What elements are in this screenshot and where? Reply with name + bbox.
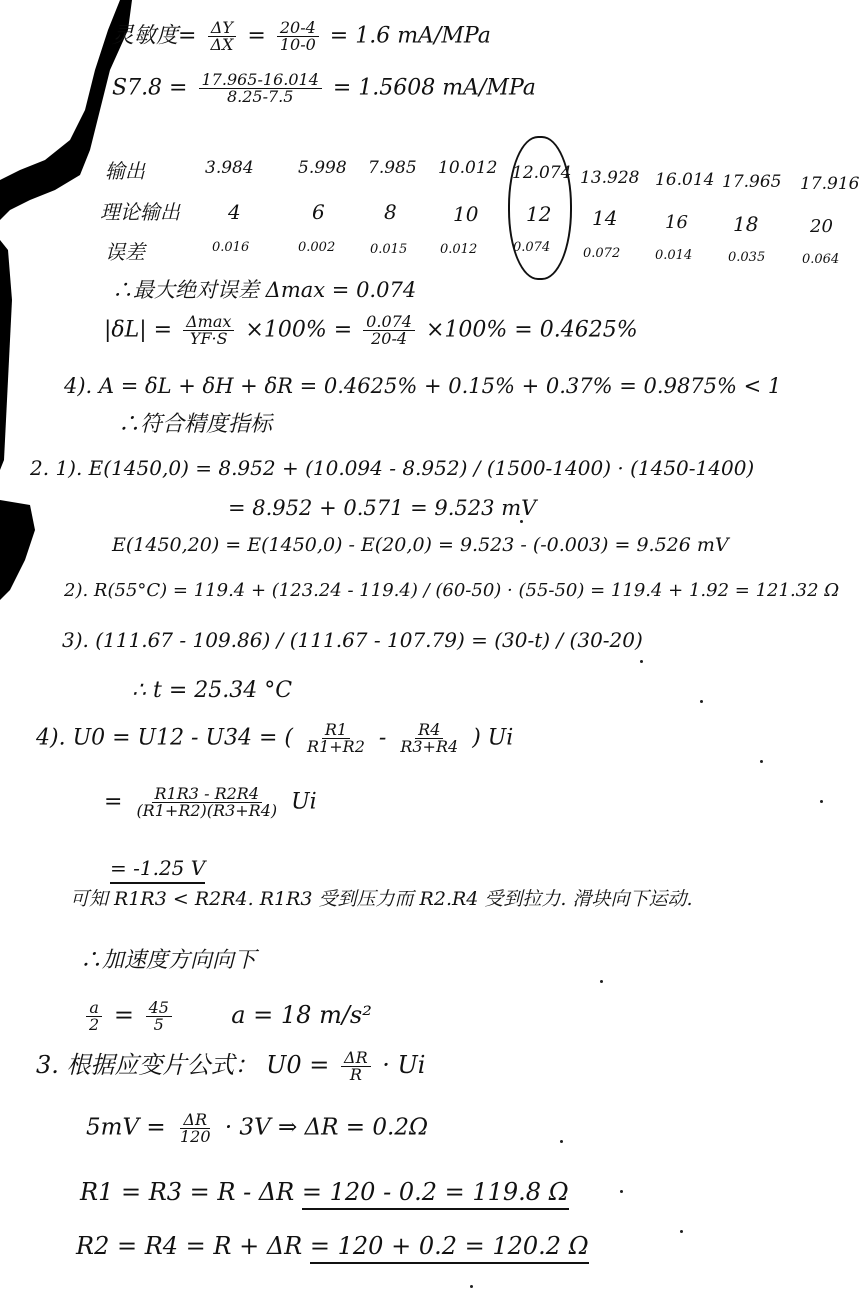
temperature-result: ∴ t = 25.34 °C xyxy=(132,678,293,703)
thermocouple-result: = 8.952 + 0.571 = 9.523 mV xyxy=(228,496,537,520)
table-cell: 8 xyxy=(384,200,397,224)
fraction: $\frac{\Delta R}{R}$ xyxy=(341,1050,371,1083)
table-cell: 0.002 xyxy=(298,240,336,255)
bridge-conclusion: 可知 R1R3 < R2R4. R1R3 受到压力而 R2.R4 受到拉力. 滑块向下运动. xyxy=(70,888,693,910)
fraction: $\frac{0.074}{20-4}$ xyxy=(363,314,415,347)
table-cell: 10.012 xyxy=(438,158,498,178)
rtd-line: 2). R(55°C) = 119.4 + (123.24 - 119.4) / (60-50) · (55-50) = 119.4 + 1.92 = 121.32 Ω xyxy=(64,580,840,601)
fraction: $\frac{\Delta R}{120}$ xyxy=(179,1110,211,1146)
speckle xyxy=(680,1230,683,1233)
table-cell: 4 xyxy=(228,200,241,224)
table-cell: 0.014 xyxy=(655,248,693,263)
fraction: $\frac{a}{2}$ xyxy=(86,1000,102,1033)
fraction: $\frac{R1}{R1+R2}$ xyxy=(307,720,365,756)
fraction: $\frac{\Delta Y}{\Delta X}$ xyxy=(207,20,236,53)
thermocouple-correction: E(1450,20) = E(1450,0) - E(20,0) = 9.523 - (-0.003) = 9.526 mV xyxy=(112,534,729,556)
table-cell: 0.035 xyxy=(728,250,766,265)
table-cell: 0.064 xyxy=(802,252,840,267)
speckle xyxy=(600,980,603,983)
speckle xyxy=(820,800,823,803)
sensitivity-label: 灵敏度= xyxy=(112,23,197,49)
bridge-voltage-result: = -1.25 V xyxy=(110,858,205,878)
table-cell: 12.074 xyxy=(512,163,572,183)
max-error-circle xyxy=(508,136,572,280)
table-cell: 0.015 xyxy=(370,242,408,257)
speckle xyxy=(520,520,523,523)
bridge-output-line: 4). U0 = U12 - U34 = ( $\frac{R1}{R1+R2}$ - $\frac{R4}{R3+R4}$ ) Ui xyxy=(36,720,514,756)
sensitivity-result: = 1.6 mA/MPa xyxy=(329,23,491,49)
fraction: $\frac{\Delta\max}{YF\cdot S}$ xyxy=(183,314,234,347)
table-cell: 7.985 xyxy=(368,158,417,178)
table-cell: 13.928 xyxy=(580,168,640,188)
speckle xyxy=(760,760,763,763)
interpolation-line: 3). (111.67 - 109.86) / (111.67 - 107.79) = (30-t) / (30-20) xyxy=(62,628,643,652)
accuracy-line: 4). A = δL + δH + δR = 0.4625% + 0.15% + 0.37% = 0.9875% < 1 xyxy=(64,374,782,398)
table-cell: 0.012 xyxy=(440,242,478,257)
table-cell: 16 xyxy=(665,212,688,233)
table-cell: 3.984 xyxy=(205,158,254,178)
speckle xyxy=(700,700,703,703)
speckle xyxy=(470,1285,473,1288)
table-cell: 14 xyxy=(592,206,618,230)
table-cell: 17.916 xyxy=(800,174,860,194)
fraction: $\frac{20-4}{10-0}$ xyxy=(277,20,319,53)
r1-r3-line: R1 = R3 = R - ΔR = 120 - 0.2 = 119.8 Ω xyxy=(80,1180,569,1204)
table-cell: 5.998 xyxy=(298,158,347,178)
table-cell: 0.072 xyxy=(583,246,621,261)
fraction: $\frac{17.965-16.014}{8.25-7.5}$ xyxy=(199,72,322,105)
max-abs-error-line: ∴最大绝对误差 Δmax = 0.074 xyxy=(112,278,417,302)
fraction: $\frac{45}{5}$ xyxy=(146,1000,172,1033)
table-cell: 20 xyxy=(810,216,833,237)
s78-line: S7.8 = $\frac{17.965-16.014}{8.25-7.5}$ = 1.5608 mA/MPa xyxy=(112,70,536,106)
table-cell: 18 xyxy=(733,212,759,236)
r2-r4-line: R2 = R4 = R + ΔR = 120 + 0.2 = 120.2 Ω xyxy=(76,1234,589,1258)
strain-gauge-line: 3. 根据应变片公式： U0 = $\frac{\Delta R}{R}$ · Ui xyxy=(36,1048,426,1084)
speckle xyxy=(560,1140,563,1143)
table-cell: 12 xyxy=(526,202,552,226)
fraction: $\frac{R1R3 - R2R4}{(R1+R2)(R3+R4)}$ xyxy=(136,784,278,820)
table-cell: 10 xyxy=(453,202,479,226)
table-cell: 16.014 xyxy=(655,170,715,190)
delta-r-line: 5mV = $\frac{\Delta R}{120}$ · 3V ⇒ ΔR = 0.2Ω xyxy=(86,1110,429,1146)
bridge-simplified: = $\frac{R1R3 - R2R4}{(R1+R2)(R3+R4)}$ Ui xyxy=(104,784,317,820)
row-label-output: 输出 xyxy=(105,159,145,183)
table-cell: 0.016 xyxy=(212,240,250,255)
table-cell: 0.074 xyxy=(513,240,551,255)
row-label-theory: 理论输出 xyxy=(100,200,180,224)
speckle xyxy=(620,1190,623,1193)
acceleration-line: $\frac{a}{2}$ = $\frac{45}{5}$ a = 18 m/s² xyxy=(82,1000,372,1033)
row-label-error: 误差 xyxy=(105,240,145,264)
linearity-error-line: |δL| = $\frac{\Delta\max}{YF\cdot S}$ ×100% = $\frac{0.074}{20-4}$ ×100% = 0.4625% xyxy=(104,312,638,348)
speckle xyxy=(640,660,643,663)
table-cell: 17.965 xyxy=(722,172,782,192)
accuracy-conclusion: ∴符合精度指标 xyxy=(118,412,273,437)
sensitivity-line: 灵敏度= $\frac{\Delta Y}{\Delta X}$ = $\frac{20-4}{10-0}$ = 1.6 mA/MPa xyxy=(112,18,491,54)
fraction: $\frac{R4}{R3+R4}$ xyxy=(400,720,459,756)
table-cell: 6 xyxy=(312,200,325,224)
thermocouple-line: 2. 1). E(1450,0) = 8.952 + (10.094 - 8.952) / (1500-1400) · (1450-1400) xyxy=(30,456,755,480)
acceleration-direction: ∴加速度方向向下 xyxy=(80,948,257,973)
